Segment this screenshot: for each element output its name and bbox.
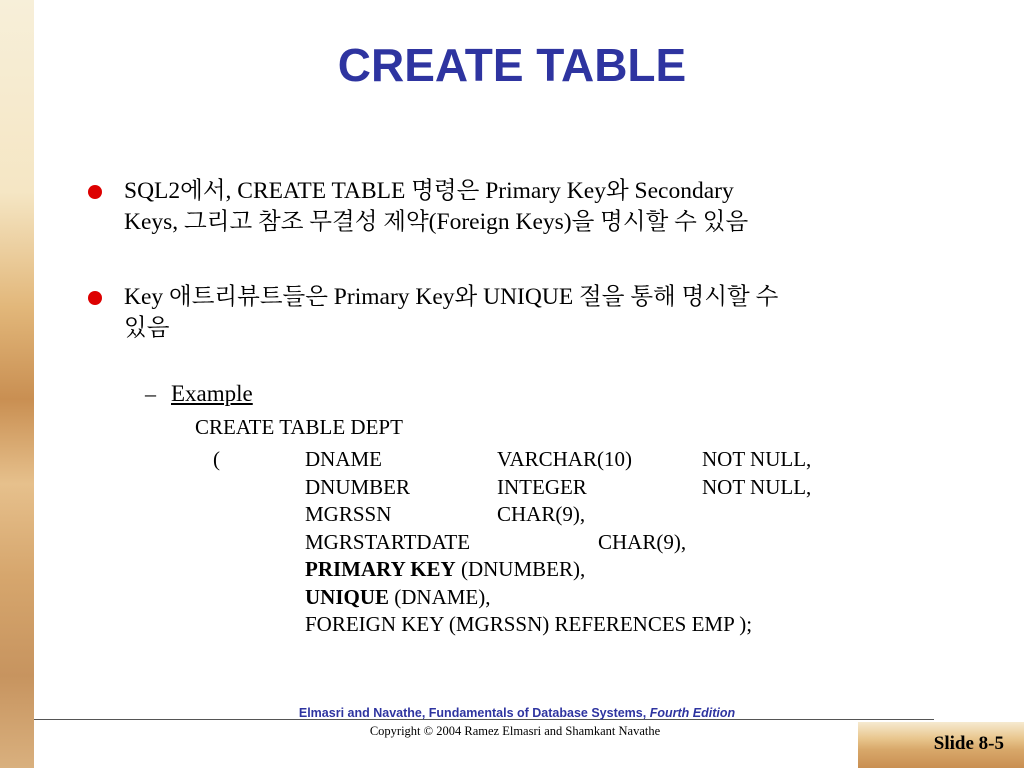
code-primary-key-line [305,556,585,584]
primary-key-keyword: PRIMARY KEY [305,557,456,581]
code-col-name: DNUMBER [305,474,411,499]
slide-title: CREATE TABLE [337,39,687,91]
unique-args: (DNAME), [389,584,491,609]
footer-book-title [0,706,1024,720]
decorative-strip [0,0,34,768]
code-col-name: MGRSTARTDATE [305,529,471,554]
footer-edition: Fourth Edition [649,706,736,720]
code-col-constraint: NOT NULL, [702,474,812,499]
bullet-line: 있음 [124,315,170,341]
code-col-name: MGRSSN [305,502,392,526]
code-foreign-key-line: FOREIGN KEY (MGRSSN) REFERENCES EMP ); [305,612,753,636]
bullet-text [124,282,944,344]
slide-number: Slide 8-5 [933,733,1004,754]
bullet-text [124,176,944,238]
code-col-name: DNAME [305,447,382,471]
bullet-dot-icon [88,291,102,305]
code-col-type: CHAR(9), [598,529,687,554]
bullet-line: Keys, 그리고 참조 무결성 제약(Foreign Keys)을 명시할 수 있음 [124,209,749,235]
example-label: Example [171,381,253,406]
code-unique-line [305,584,491,612]
bullet-line: Key 애트리뷰트들은 Primary Key와 UNIQUE 절을 통해 명시할 수 [124,284,779,310]
code-create-line: CREATE TABLE DEPT [195,415,403,439]
unique-keyword: UNIQUE [305,584,390,609]
footer-copyright: Copyright © 2004 Ramez Elmasri and Shamkant Navathe [369,724,661,738]
code-col-type: CHAR(9), [497,502,586,526]
code-open-paren: ( [213,447,220,471]
footer-book-name: Elmasri and Navathe, Fundamentals of Database Systems, [298,706,647,720]
code-col-constraint: NOT NULL, [702,447,812,471]
code-col-type: VARCHAR(10) [497,447,632,471]
bullet-line: SQL2에서, CREATE TABLE 명령은 Primary Key와 Secondary [124,178,734,204]
code-col-type: INTEGER [497,474,587,499]
primary-key-args: (DNUMBER), [455,557,586,581]
sub-bullet-dash: – [145,381,156,406]
bullet-dot-icon [88,185,102,199]
